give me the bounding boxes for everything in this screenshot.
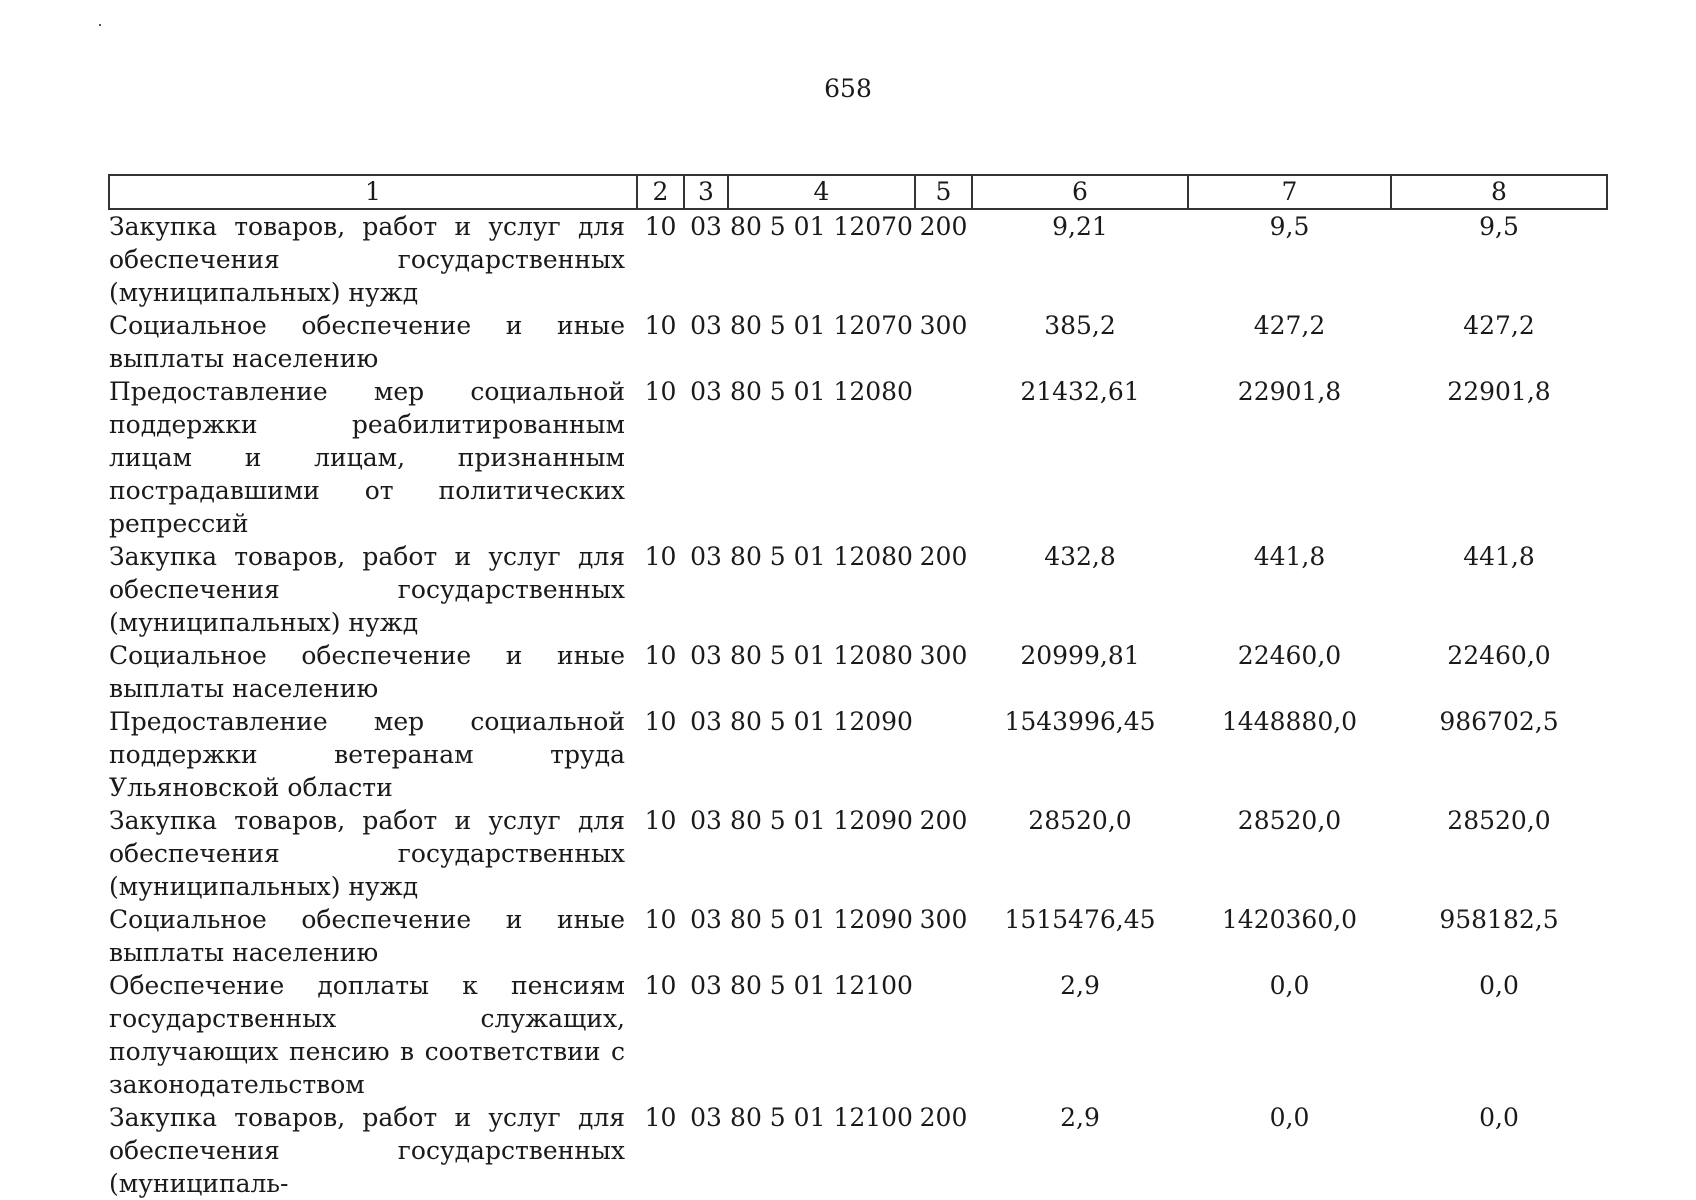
subsection-code: 03: [690, 707, 722, 736]
table-row: [109, 375, 1607, 540]
amount-col-6: 28520,0: [1028, 806, 1132, 835]
amount-col-7: 9,5: [1269, 212, 1310, 241]
target-article-code: 80 5 01 12080: [730, 542, 913, 571]
column-header: 2: [637, 175, 684, 209]
amount-col-6: 1515476,45: [1004, 905, 1156, 934]
expense-type-code: [915, 969, 972, 1101]
amount-col-7: 427,2: [1253, 311, 1326, 340]
amount-col-7: 22901,8: [1237, 377, 1342, 406]
subsection-code: 03: [690, 1103, 722, 1132]
amount-col-7: 1448880,0: [1221, 707, 1358, 736]
expense-type-code: 300: [919, 905, 968, 934]
subsection-code: 03: [690, 311, 722, 340]
row-name: Обеспечение доплаты к пенсиям государственных служащих, получающих пенсию в соответствии с законодательством: [109, 971, 625, 1099]
page-number: 658: [824, 74, 872, 103]
amount-col-8: 958182,5: [1439, 905, 1559, 934]
scan-speck: [99, 24, 101, 26]
target-article-code: 80 5 01 12100: [730, 971, 913, 1000]
row-name: Предоставление мер социальной поддержки реабилитированным лицам и лицам, признанным пострадавшими от политических репрессий: [109, 377, 625, 538]
table-row: [109, 705, 1607, 804]
target-article-code: 80 5 01 12070: [730, 212, 913, 241]
amount-col-7: 0,0: [1269, 1103, 1310, 1132]
target-article-code: 80 5 01 12090: [730, 707, 913, 736]
section-code: 10: [644, 542, 677, 571]
amount-col-7: 441,8: [1253, 542, 1326, 571]
expense-type-code: 300: [919, 641, 968, 670]
section-code: 10: [644, 212, 677, 241]
table-row: [109, 540, 1607, 639]
amount-col-7: 0,0: [1269, 971, 1310, 1000]
amount-col-8: 22901,8: [1447, 377, 1551, 406]
column-header: 5: [915, 175, 972, 209]
table-row: [109, 309, 1607, 375]
table-body: [109, 209, 1607, 1200]
target-article-code: 80 5 01 12070: [730, 311, 913, 340]
row-name: Закупка товаров, работ и услуг для обеспечения государственных (муниципальных) нужд: [109, 806, 625, 901]
table-row: [109, 1101, 1607, 1200]
section-code: 10: [644, 707, 677, 736]
section-code: 10: [644, 1103, 677, 1132]
target-article-code: 80 5 01 12080: [730, 641, 913, 670]
subsection-code: 03: [690, 542, 722, 571]
table-row: [109, 903, 1607, 969]
table-header-row: [109, 175, 1607, 209]
section-code: 10: [644, 806, 677, 835]
subsection-code: 03: [690, 212, 722, 241]
amount-col-6: 385,2: [1044, 311, 1116, 340]
subsection-code: 03: [690, 641, 722, 670]
expense-type-code: 200: [919, 806, 968, 835]
target-article-code: 80 5 01 12090: [730, 905, 913, 934]
amount-col-6: 1543996,45: [1004, 707, 1156, 736]
amount-col-8: 28520,0: [1447, 806, 1551, 835]
column-header: 3: [684, 175, 728, 209]
table-row: [109, 639, 1607, 705]
row-name: Закупка товаров, работ и услуг для обеспечения государственных (муниципаль-: [109, 1103, 625, 1198]
section-code: 10: [644, 971, 677, 1000]
amount-col-8: 427,2: [1463, 311, 1535, 340]
amount-col-8: 9,5: [1479, 212, 1519, 241]
expense-type-code: 300: [919, 311, 968, 340]
table-row: [109, 209, 1607, 309]
amount-col-6: 21432,61: [1020, 377, 1140, 406]
section-code: 10: [644, 377, 677, 406]
row-name: Социальное обеспечение и иные выплаты населению: [109, 905, 625, 967]
subsection-code: 03: [690, 377, 722, 406]
subsection-code: 03: [690, 971, 722, 1000]
amount-col-8: 441,8: [1463, 542, 1535, 571]
expense-type-code: 200: [919, 1103, 968, 1132]
section-code: 10: [644, 905, 677, 934]
expense-type-code: [915, 705, 972, 804]
subsection-code: 03: [690, 806, 722, 835]
amount-col-6: 2,9: [1060, 971, 1100, 1000]
amount-col-7: 22460,0: [1237, 641, 1342, 670]
row-name: Закупка товаров, работ и услуг для обеспечения государственных (муниципальных) нужд: [109, 212, 625, 307]
column-header: 8: [1391, 175, 1607, 209]
column-header: 1: [109, 175, 637, 209]
amount-col-8: 0,0: [1479, 971, 1519, 1000]
row-name: Предоставление мер социальной поддержки ветеранам труда Ульяновской области: [109, 707, 625, 802]
amount-col-6: 2,9: [1060, 1103, 1100, 1132]
budget-table: [108, 174, 1608, 1200]
table-row: [109, 969, 1607, 1101]
row-name: Социальное обеспечение и иные выплаты населению: [109, 311, 625, 373]
section-code: 10: [644, 641, 677, 670]
section-code: 10: [644, 311, 677, 340]
amount-col-8: 986702,5: [1439, 707, 1559, 736]
subsection-code: 03: [690, 905, 722, 934]
column-header: 7: [1188, 175, 1391, 209]
target-article-code: 80 5 01 12080: [730, 377, 913, 406]
expense-type-code: 200: [919, 212, 968, 241]
table-row: [109, 804, 1607, 903]
expense-type-code: 200: [919, 542, 968, 571]
amount-col-6: 9,21: [1052, 212, 1108, 241]
amount-col-6: 20999,81: [1020, 641, 1140, 670]
amount-col-8: 22460,0: [1447, 641, 1551, 670]
row-name: Закупка товаров, работ и услуг для обеспечения государственных (муниципальных) нужд: [109, 542, 625, 637]
target-article-code: 80 5 01 12090: [730, 806, 913, 835]
column-header: 6: [972, 175, 1188, 209]
amount-col-8: 0,0: [1479, 1103, 1519, 1132]
expense-type-code: [915, 375, 972, 540]
column-header: 4: [728, 175, 915, 209]
row-name: Социальное обеспечение и иные выплаты населению: [109, 641, 625, 703]
amount-col-6: 432,8: [1044, 542, 1116, 571]
amount-col-7: 28520,0: [1237, 806, 1342, 835]
target-article-code: 80 5 01 12100: [730, 1103, 913, 1132]
amount-col-7: 1420360,0: [1221, 905, 1358, 934]
